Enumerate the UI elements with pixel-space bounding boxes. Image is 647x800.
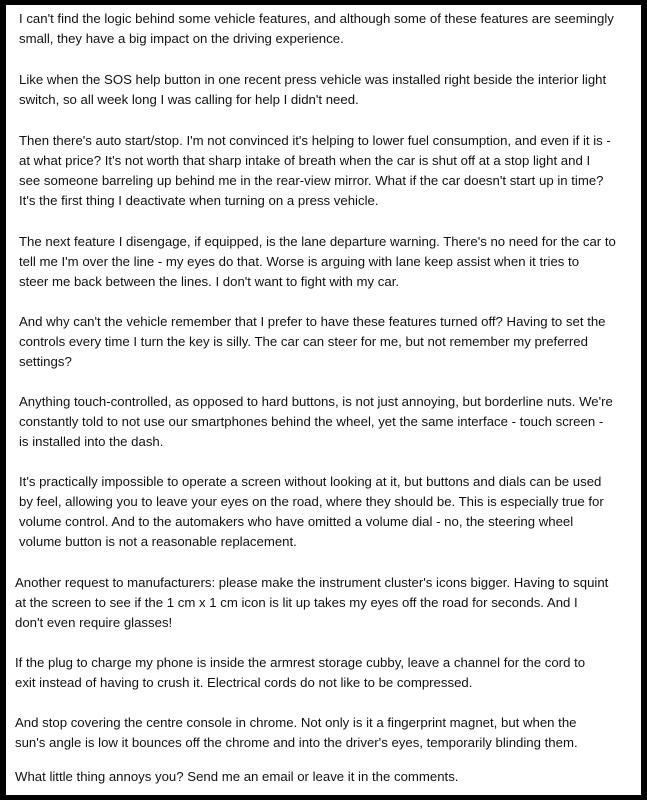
text-line: Then there's auto start/stop. I'm not convinced it's helping to lower fuel consumption, and even if it is - xyxy=(19,133,611,148)
text-line: settings? xyxy=(19,354,72,369)
text-line: The next feature I disengage, if equipped, is the lane departure warning. There's no need for the car to xyxy=(19,234,616,249)
paragraph-3 xyxy=(19,131,611,211)
paragraph-6 xyxy=(19,392,613,452)
paragraph-7 xyxy=(19,472,604,552)
text-line: I can't find the logic behind some vehicle features, and although some of these features are seemingly xyxy=(19,11,614,26)
article-frame xyxy=(6,5,641,795)
paragraph-1 xyxy=(19,9,614,49)
paragraph-8 xyxy=(15,573,608,633)
text-line: What little thing annoys you? Send me an email or leave it in the comments. xyxy=(15,769,459,784)
paragraph-4 xyxy=(19,232,616,292)
text-line: is installed into the dash. xyxy=(19,434,164,449)
text-line: at the screen to see if the 1 cm x 1 cm icon is lit up takes my eyes off the road for seconds. And I xyxy=(15,595,578,610)
text-line: It's the first thing I deactivate when turning on a press vehicle. xyxy=(19,193,379,208)
text-line: And stop covering the centre console in chrome. Not only is it a fingerprint magnet, but when the xyxy=(15,715,577,730)
text-line: switch, so all week long I was calling for help I didn't need. xyxy=(19,92,359,107)
paragraph-9 xyxy=(15,653,585,693)
text-line: tell me I'm over the line - my eyes do that. Worse is arguing with lane keep assist when it tries to xyxy=(19,254,580,269)
paragraph-11 xyxy=(15,767,458,787)
text-line: see someone barreling up behind me in the rear-view mirror. What if the car doesn't start up in time? xyxy=(19,173,604,188)
paragraph-10 xyxy=(15,713,578,753)
text-line: don't even require glasses! xyxy=(15,615,173,630)
text-line: constantly told to not use our smartphones behind the wheel, yet the same interface - touch screen - xyxy=(19,414,604,429)
text-line: volume button is not a reasonable replacement. xyxy=(19,534,297,549)
text-line: controls every time I turn the key is silly. The car can steer for me, but not remember my preferred xyxy=(19,334,588,349)
text-line: by feel, allowing you to leave your eyes on the road, where they should be. This is especially true for xyxy=(19,494,604,509)
text-line: at what price? It's not worth that sharp intake of breath when the car is shut off at a stop light and I xyxy=(19,153,591,168)
text-line: And why can't the vehicle remember that I prefer to have these features turned off? Having to set the xyxy=(19,314,606,329)
text-line: volume control. And to the automakers who have omitted a volume dial - no, the steering wheel xyxy=(19,514,574,529)
text-line: If the plug to charge my phone is inside the armrest storage cubby, leave a channel for the cord to xyxy=(15,655,586,670)
text-line: It's practically impossible to operate a screen without looking at it, but buttons and dials can be used xyxy=(19,474,602,489)
paragraph-5 xyxy=(19,312,606,372)
text-line: Anything touch-controlled, as opposed to hard buttons, is not just annoying, but borderline nuts. We're xyxy=(19,394,613,409)
text-line: steer me back between the lines. I don't want to fight with my car. xyxy=(19,274,400,289)
text-line: sun's angle is low it bounces off the chrome and into the driver's eyes, temporarily blinding them. xyxy=(15,735,578,750)
text-line: exit instead of having to crush it. Electrical cords do not like to be compressed. xyxy=(15,675,473,690)
paragraph-2 xyxy=(19,70,606,110)
text-line: Like when the SOS help button in one recent press vehicle was installed right beside the interior light xyxy=(19,72,607,87)
text-line: Another request to manufacturers: please make the instrument cluster's icons bigger. Having to squint xyxy=(15,575,609,590)
text-line: small, they have a big impact on the driving experience. xyxy=(19,31,344,46)
